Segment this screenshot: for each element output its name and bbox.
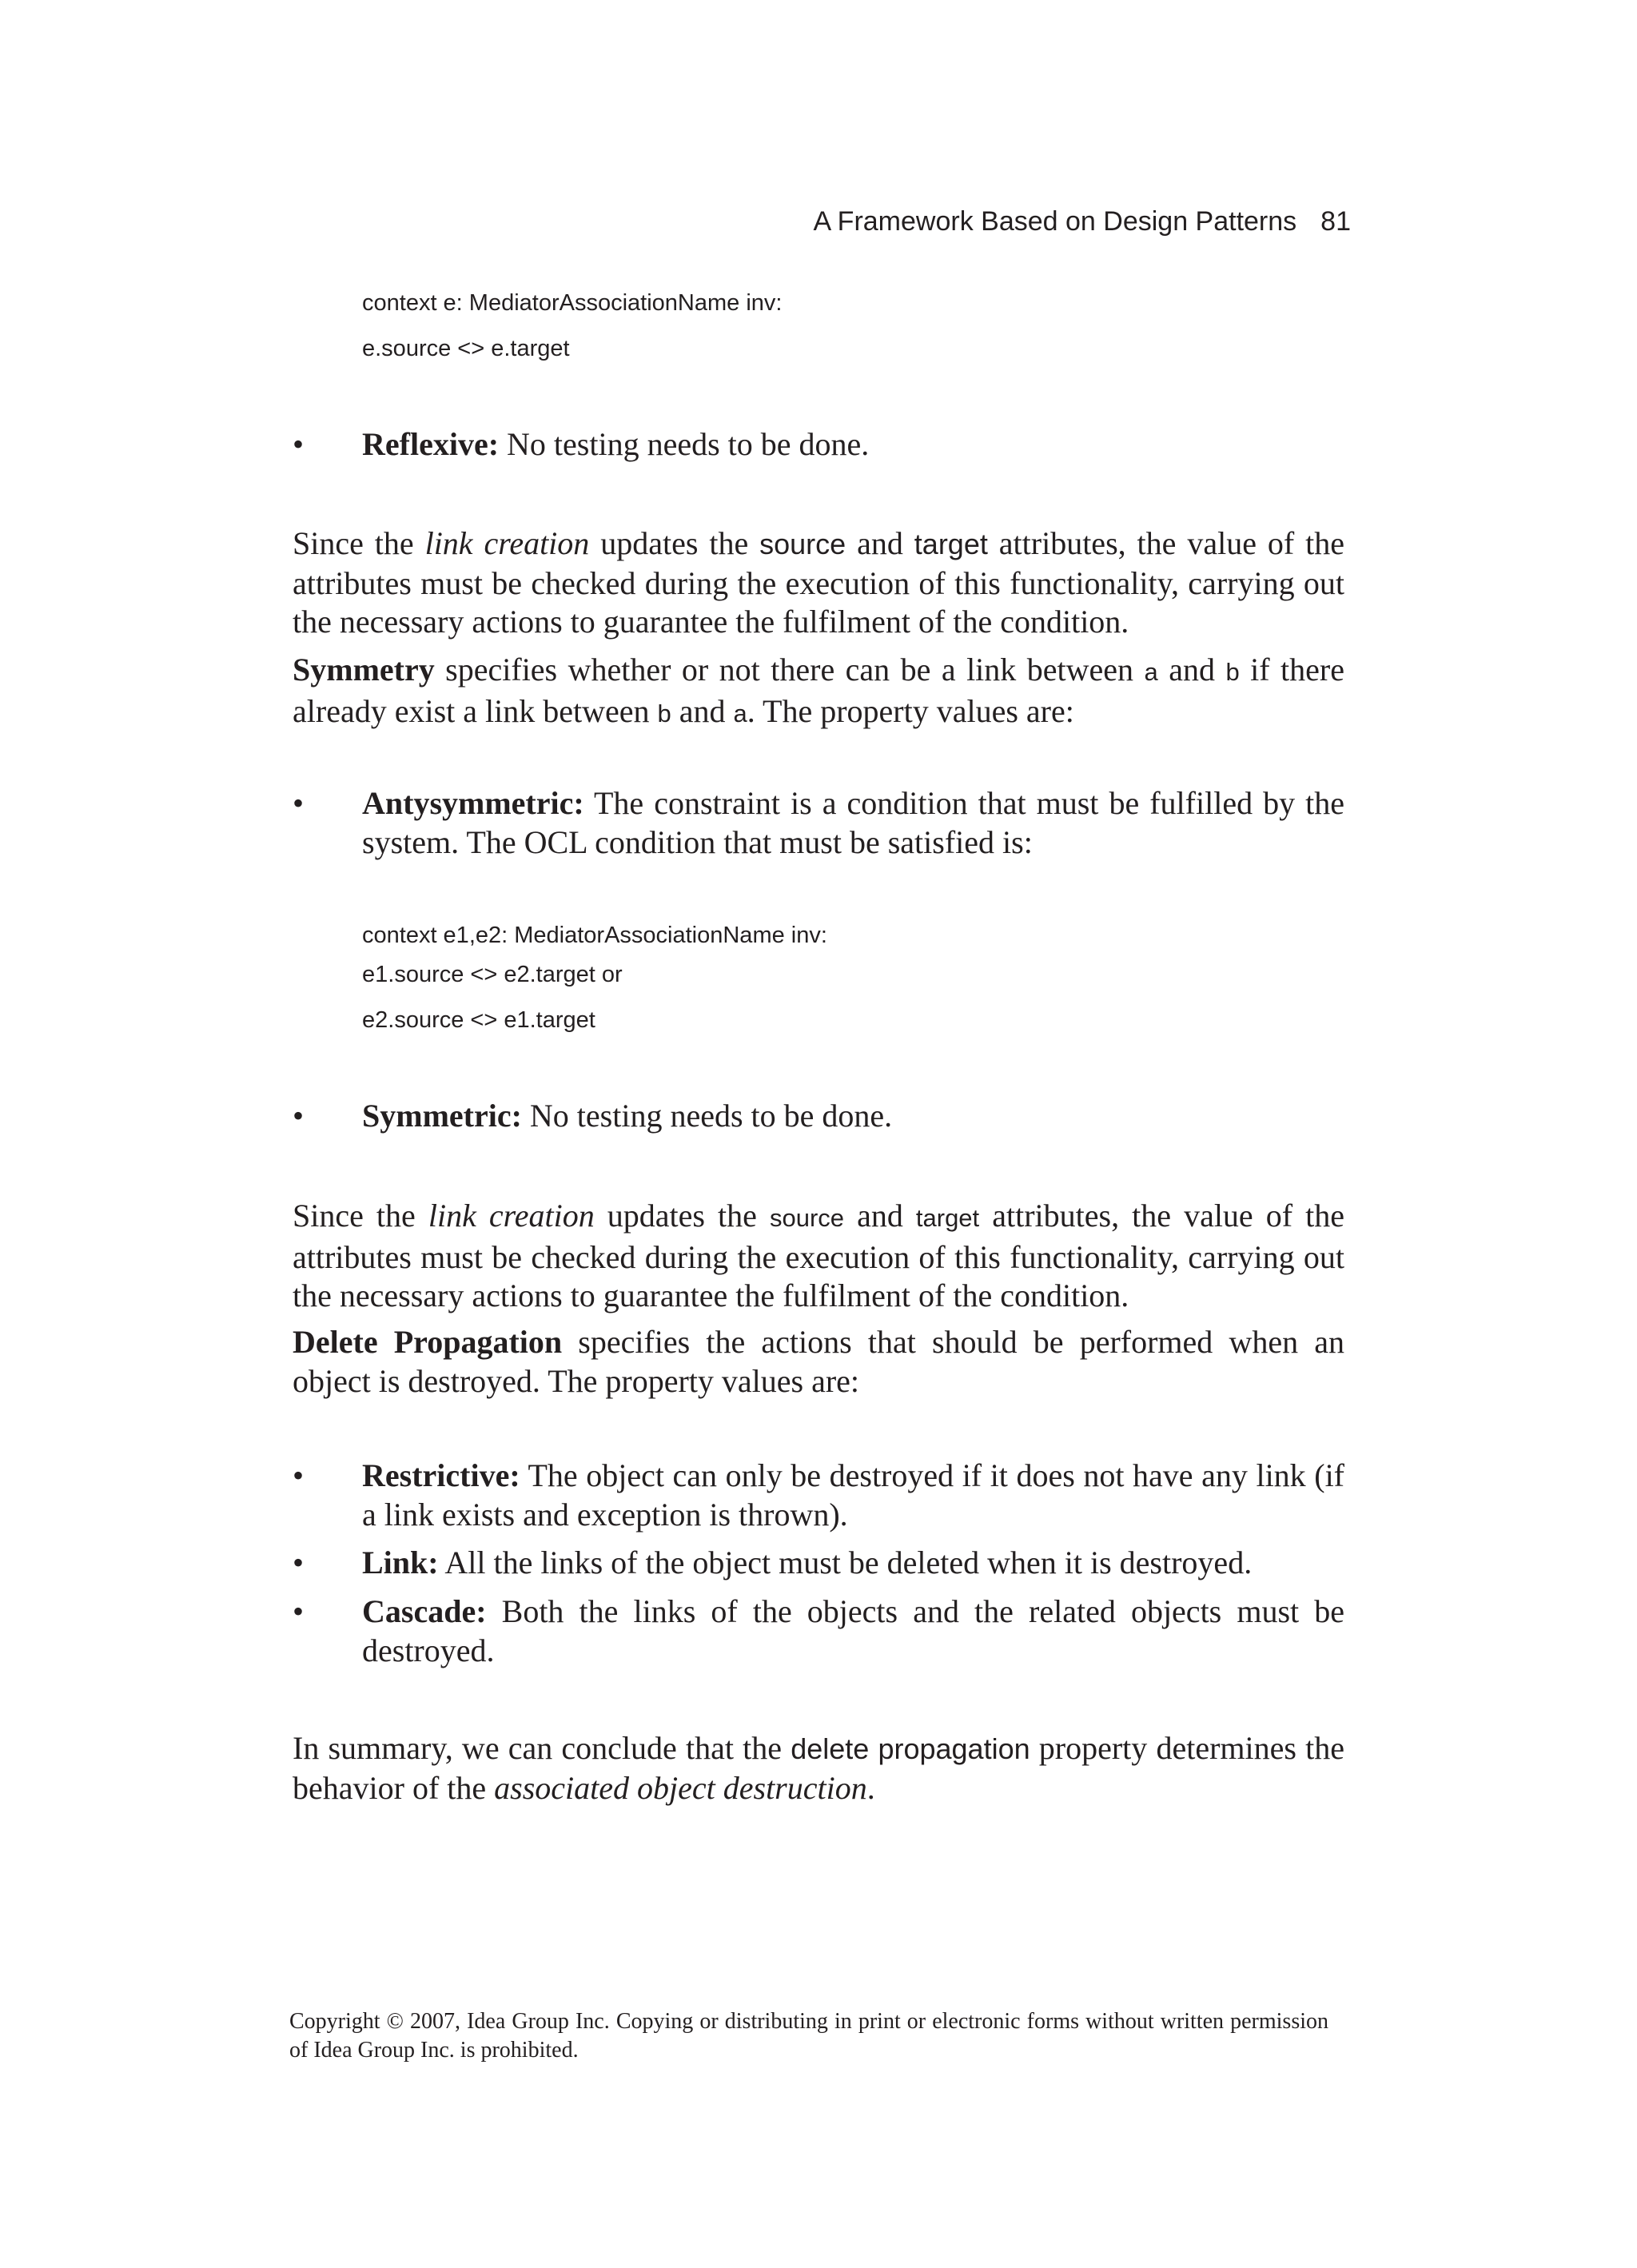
text-run: attributes, the value of the attributes must be checked during the execution of this functionality, carrying out the necessary actions to guarantee the fulfilment of the condition. [293,1198,1344,1313]
paragraph-link-creation [293,1197,1344,1316]
code-line: e2.source <> e1.target [362,1007,595,1033]
italic-term: associated object destruction [494,1769,867,1806]
bold-term: Symmetry [293,652,435,688]
code-term: a [733,699,747,727]
text-run: property determines the behavior of the [293,1730,1344,1806]
bullet-symbol: • [293,1098,305,1134]
code-line: context e1,e2: MediatorAssociationName inv: [362,923,827,948]
text-run: updates the [589,525,760,561]
bullet-body: No testing needs to be done. [499,426,870,462]
text-run: updates the [594,1198,770,1234]
running-title: A Framework Based on Design Patterns [813,206,1297,237]
code-line: e1.source <> e2.target or [362,962,623,987]
code-term: target [915,1204,980,1232]
bullet-cascade [362,1592,1344,1670]
code-term: b [1225,658,1240,686]
bullet-symbol: • [293,426,305,462]
bullet-body: No testing needs to be done. [521,1098,893,1134]
bullet-restrictive [362,1457,1344,1534]
bullet-term: Cascade: [362,1593,487,1629]
text-run: and [671,692,734,729]
page-number: 81 [1320,206,1351,237]
text-run: Since the [293,525,425,561]
italic-term: link creation [424,525,590,561]
bullet-body: Both the links of the objects and the related objects must be destroyed. [362,1593,1344,1668]
bullet-symbol: • [293,1545,305,1580]
paragraph-delete-propagation [293,1323,1344,1401]
text-run: if there already exist a link between [293,652,1344,729]
text-run: attributes, the value of the attributes must be checked during the execution of this functionality, carrying out the necessary actions to guarantee the fulfilment of the condition. [293,525,1344,640]
italic-term: link creation [428,1198,595,1234]
bullet-term: Antysymmetric: [362,785,584,821]
text-run: and [1157,652,1226,688]
code-term: target [914,528,988,560]
bullet-symbol: • [293,1593,305,1629]
text-run: specifies the actions that should be performed when an object is destroyed. The property values are: [293,1324,1344,1399]
bullet-term: Restrictive: [362,1457,520,1493]
paragraph-symmetry [293,651,1344,733]
bullet-body: The object can only be destroyed if it does not have any link (if a link exists and exception is thrown). [362,1457,1344,1533]
bullet-link [362,1544,1344,1583]
text-run: . The property values are: [747,692,1074,729]
bullet-antysymmetric [362,784,1344,862]
bullet-symmetric [362,1097,1344,1136]
bullet-term: Link: [362,1545,439,1580]
code-line: context e: MediatorAssociationName inv: [362,290,783,316]
text-run: Since the [293,1198,428,1234]
code-term: delete propagation [791,1732,1030,1765]
bullet-symbol: • [293,785,305,821]
text-run: and [844,1198,916,1234]
code-term: b [657,699,671,727]
code-line: e.source <> e.target [362,336,570,361]
text-run: . [866,1769,875,1806]
copyright-footer: Copyright © 2007, Idea Group Inc. Copying or distributing in print or electronic forms without written permission of Idea Group Inc. is prohibited. [289,2009,1328,2063]
code-term: source [759,528,846,560]
paragraph-link-creation [293,524,1344,642]
text-run: and [846,525,914,561]
bullet-body: The constraint is a condition that must be fulfilled by the system. The OCL condition that must be satisfied is: [362,785,1344,860]
text-run: In summary, we can conclude that the [293,1730,791,1766]
paragraph-summary [293,1729,1344,1808]
bullet-body: All the links of the object must be deleted when it is destroyed. [438,1545,1253,1580]
bullet-term: Reflexive: [362,426,500,462]
bullet-symbol: • [293,1457,305,1493]
bullet-reflexive [362,425,1344,464]
bullet-term: Symmetric: [362,1098,522,1134]
bold-term: Delete Propagation [293,1324,563,1360]
code-term: a [1144,658,1158,686]
text-run: specifies whether or not there can be a link between [434,652,1145,688]
running-header [813,206,1351,237]
code-term: source [769,1204,845,1232]
